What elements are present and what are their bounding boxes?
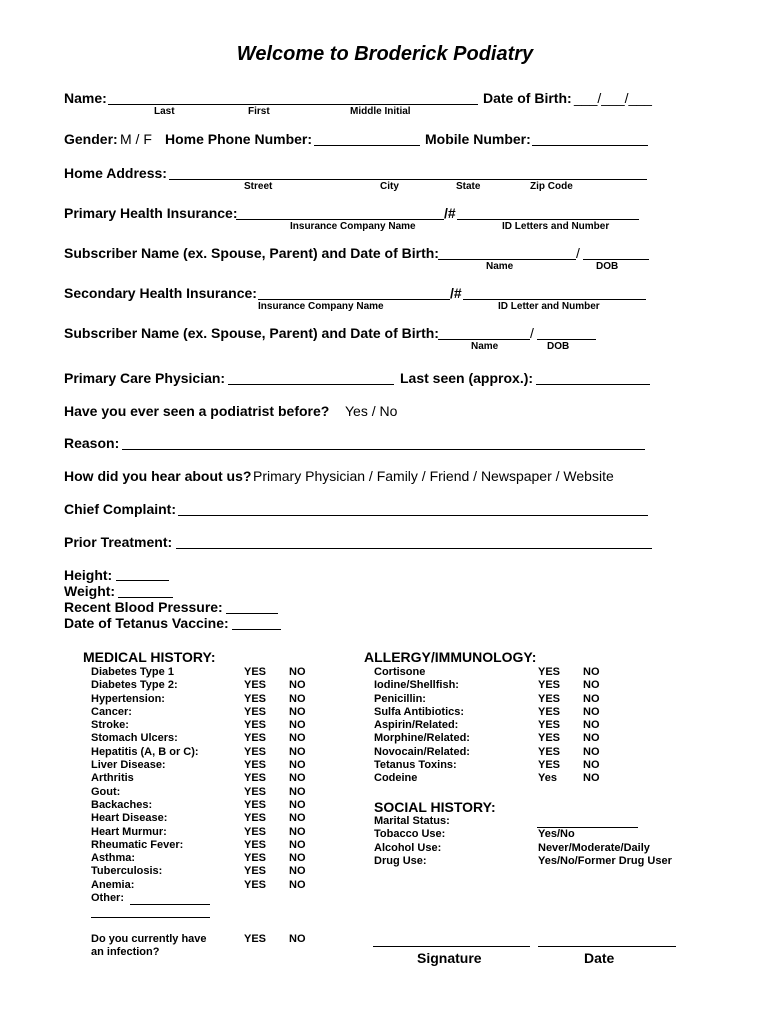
- allergy-item-yes[interactable]: YES: [538, 745, 561, 758]
- medical-history-item-no[interactable]: NO: [289, 865, 306, 878]
- medical-history-item-yes[interactable]: YES: [244, 732, 267, 745]
- medical-history-item-yes[interactable]: YES: [244, 692, 267, 705]
- medical-history-item-label: Tuberculosis:: [91, 865, 163, 878]
- social-history-item: [374, 828, 694, 841]
- medical-history-item: [91, 812, 331, 825]
- medical-history-item: [91, 666, 331, 679]
- subscriber2-name-field[interactable]: [438, 339, 530, 340]
- medical-history-item: [91, 719, 331, 732]
- reason-label: Reason:: [64, 435, 120, 451]
- allergy-list: [374, 666, 614, 786]
- allergy-item-label: Tetanus Toxins:: [374, 759, 457, 772]
- medical-history-item-label: Heart Murmur:: [91, 825, 167, 838]
- prior-treatment-field[interactable]: [176, 548, 652, 549]
- infection-question-2: an infection?: [91, 946, 160, 958]
- medical-history-item-no[interactable]: NO: [289, 666, 306, 678]
- subscriber1-sub-name: Name: [486, 261, 514, 272]
- subscriber2-dob-field[interactable]: [537, 339, 596, 340]
- medical-history-item-yes[interactable]: YES: [244, 852, 267, 865]
- social-history-item: [374, 855, 694, 868]
- allergy-item: [374, 759, 614, 772]
- medical-history-item-no[interactable]: NO: [289, 745, 306, 758]
- social-history-list: [374, 815, 694, 868]
- medical-history-item-yes[interactable]: YES: [244, 772, 267, 785]
- allergy-item-label: Penicillin:: [374, 692, 426, 705]
- marital-status-field[interactable]: [537, 827, 638, 828]
- social-history-item-label: Tobacco Use:: [374, 828, 446, 841]
- social-history-item-value[interactable]: Yes/No: [538, 828, 575, 841]
- home-phone-field[interactable]: [314, 145, 420, 146]
- allergy-item-label: Codeine: [374, 772, 418, 785]
- allergy-item-no[interactable]: NO: [583, 759, 600, 772]
- hear-options[interactable]: Primary Physician / Family / Friend / Newspaper / Website: [253, 468, 614, 484]
- name-sub-first: First: [248, 106, 270, 117]
- medical-history-item-no[interactable]: NO: [289, 852, 306, 865]
- medical-history-item-no[interactable]: NO: [289, 838, 306, 851]
- allergy-item-no[interactable]: NO: [583, 772, 600, 785]
- medical-history-item-label: Rheumatic Fever:: [91, 838, 184, 851]
- page-title: Welcome to Broderick Podiatry: [236, 43, 534, 65]
- secondary-insurance-company-field[interactable]: [258, 299, 450, 300]
- medical-history-item-label: Cancer:: [91, 705, 132, 718]
- medical-history-item-yes[interactable]: YES: [244, 825, 267, 838]
- allergy-item-no[interactable]: NO: [583, 719, 600, 732]
- medical-history-item: [91, 746, 331, 759]
- subscriber1-name-field[interactable]: [438, 259, 576, 260]
- podiatrist-label: Have you ever seen a podiatrist before?: [64, 403, 330, 419]
- allergy-item-no[interactable]: NO: [583, 679, 600, 692]
- allergy-item-yes[interactable]: YES: [538, 692, 561, 705]
- dob-label: Date of Birth:: [483, 90, 572, 106]
- allergy-item-label: Novocain/Related:: [374, 745, 470, 758]
- date-field[interactable]: [538, 946, 676, 947]
- medical-other-field-2[interactable]: [91, 917, 210, 918]
- reason-field[interactable]: [122, 449, 645, 450]
- social-history-heading: SOCIAL HISTORY:: [374, 799, 496, 815]
- allergy-item-no[interactable]: NO: [583, 666, 600, 678]
- medical-history-item-yes[interactable]: YES: [244, 838, 267, 851]
- allergy-item: [374, 772, 614, 785]
- allergy-item-no[interactable]: NO: [583, 692, 600, 705]
- medical-history-item-no[interactable]: NO: [289, 679, 306, 692]
- allergy-item-yes[interactable]: YES: [538, 679, 561, 692]
- mobile-label: Mobile Number:: [425, 131, 531, 147]
- medical-history-item: [91, 786, 331, 799]
- social-history-item: [374, 815, 694, 828]
- prior-treatment-label: Prior Treatment:: [64, 534, 173, 550]
- allergy-item: [374, 693, 614, 706]
- medical-history-item-label: Stomach Ulcers:: [91, 732, 178, 745]
- home-phone-label: Home Phone Number:: [165, 131, 313, 147]
- gender-label: Gender:: [64, 131, 118, 147]
- address-sub-zip: Zip Code: [530, 181, 573, 192]
- medical-history-item-label: Gout:: [91, 785, 121, 798]
- medical-history-item-no[interactable]: NO: [289, 719, 306, 732]
- medical-history-item-label: Backaches:: [91, 798, 153, 811]
- primary-insurance-company-field[interactable]: [236, 219, 444, 220]
- allergy-item-yes[interactable]: YES: [538, 759, 561, 772]
- height-field[interactable]: [116, 580, 169, 581]
- medical-history-item-no[interactable]: NO: [289, 705, 306, 718]
- name-sub-last: Last: [154, 106, 175, 117]
- address-label: Home Address:: [64, 165, 167, 181]
- medical-history-item-label: Diabetes Type 1: [91, 666, 174, 678]
- primary-insurance-sub-company: Insurance Company Name: [290, 221, 416, 232]
- allergy-item-label: Morphine/Related:: [374, 732, 470, 745]
- medical-history-item-yes[interactable]: YES: [244, 812, 267, 825]
- subscriber2-slash: /: [530, 325, 534, 341]
- allergy-item: [374, 679, 614, 692]
- signature-label: Signature: [417, 950, 482, 966]
- medical-history-item-no[interactable]: NO: [289, 759, 306, 772]
- medical-history-item-no[interactable]: NO: [289, 825, 306, 838]
- medical-history-item-yes[interactable]: YES: [244, 745, 267, 758]
- subscriber1-slash: /: [576, 245, 580, 261]
- subscriber2-label: Subscriber Name (ex. Spouse, Parent) and Date of Birth:: [64, 325, 439, 341]
- primary-insurance-id-field[interactable]: [457, 219, 639, 220]
- allergy-item: [374, 719, 614, 732]
- last-seen-field[interactable]: [536, 384, 650, 385]
- medical-history-item: [91, 799, 331, 812]
- allergy-item: [374, 732, 614, 745]
- medical-history-item-label: Heart Disease:: [91, 812, 168, 825]
- medical-history-item: [91, 879, 331, 892]
- pcp-field[interactable]: [228, 384, 394, 385]
- medical-history-item: [91, 826, 331, 839]
- subscriber2-sub-dob: DOB: [547, 341, 570, 352]
- medical-history-item-label: Liver Disease:: [91, 759, 166, 772]
- primary-insurance-hash: /#: [444, 205, 456, 221]
- date-label: Date: [584, 950, 615, 966]
- medical-history-item-yes[interactable]: YES: [244, 865, 267, 878]
- medical-history-item-no[interactable]: NO: [289, 878, 306, 891]
- medical-history-item-label: Asthma:: [91, 852, 136, 865]
- bp-field[interactable]: [226, 613, 278, 614]
- medical-history-list: [91, 666, 331, 892]
- social-history-item-value[interactable]: Yes/No/Former Drug User: [538, 854, 672, 867]
- subscriber1-label: Subscriber Name (ex. Spouse, Parent) and Date of Birth:: [64, 245, 439, 261]
- tetanus-field[interactable]: [232, 629, 281, 630]
- medical-other-label: Other:: [91, 892, 124, 904]
- allergy-item-yes[interactable]: YES: [538, 719, 561, 732]
- medical-history-item-yes[interactable]: YES: [244, 705, 267, 718]
- allergy-item-label: Cortisone: [374, 666, 426, 678]
- medical-history-item-label: Anemia:: [91, 878, 135, 891]
- primary-insurance-label: Primary Health Insurance:: [64, 205, 238, 221]
- allergy-item-no[interactable]: NO: [583, 732, 600, 745]
- social-history-item-label: Marital Status:: [374, 815, 450, 827]
- medical-history-item: [91, 865, 331, 878]
- allergy-item-yes[interactable]: YES: [538, 705, 561, 718]
- medical-history-item-no[interactable]: NO: [289, 772, 306, 785]
- medical-history-item-label: Arthritis: [91, 772, 134, 785]
- medical-history-item-label: Hepatitis (A, B or C):: [91, 745, 199, 758]
- signature-field[interactable]: [373, 946, 530, 947]
- medical-other-field[interactable]: [130, 904, 210, 905]
- social-history-item-label: Alcohol Use:: [374, 841, 442, 854]
- medical-history-item: [91, 772, 331, 785]
- allergy-item-yes[interactable]: YES: [538, 666, 561, 678]
- social-history-item-label: Drug Use:: [374, 854, 427, 867]
- medical-history-item-no[interactable]: NO: [289, 692, 306, 705]
- secondary-insurance-sub-company: Insurance Company Name: [258, 301, 384, 312]
- medical-history-item-yes[interactable]: YES: [244, 666, 267, 678]
- address-sub-state: State: [456, 181, 481, 192]
- dob-field[interactable]: ___/___/___: [574, 90, 652, 106]
- address-sub-city: City: [380, 181, 399, 192]
- social-history-item: [374, 842, 694, 855]
- medical-history-item-label: Diabetes Type 2:: [91, 679, 178, 692]
- medical-history-item-label: Stroke:: [91, 719, 129, 732]
- pcp-label: Primary Care Physician:: [64, 370, 226, 386]
- medical-history-item: [91, 759, 331, 772]
- mobile-field[interactable]: [532, 145, 648, 146]
- medical-history-item-no[interactable]: NO: [289, 732, 306, 745]
- tetanus-label: Date of Tetanus Vaccine:: [64, 615, 229, 631]
- medical-history-item-yes[interactable]: YES: [244, 878, 267, 891]
- weight-field[interactable]: [118, 597, 173, 598]
- medical-history-item-yes[interactable]: YES: [244, 785, 267, 798]
- infection-no[interactable]: NO: [289, 933, 306, 945]
- hear-label: How did you hear about us?: [64, 468, 252, 484]
- allergy-item-label: Sulfa Antibiotics:: [374, 705, 465, 718]
- allergy-item-no[interactable]: NO: [583, 745, 600, 758]
- secondary-insurance-sub-id: ID Letter and Number: [498, 301, 600, 312]
- name-label: Name:: [64, 90, 107, 106]
- subscriber2-sub-name: Name: [471, 341, 499, 352]
- medical-history-item-no[interactable]: NO: [289, 812, 306, 825]
- allergy-item-label: Aspirin/Related:: [374, 719, 459, 732]
- allergy-item: [374, 706, 614, 719]
- allergy-item-yes[interactable]: Yes: [538, 772, 557, 785]
- allergy-heading: ALLERGY/IMMUNOLOGY:: [364, 649, 537, 665]
- medical-history-item: [91, 839, 331, 852]
- chief-complaint-label: Chief Complaint:: [64, 501, 176, 517]
- allergy-item: [374, 746, 614, 759]
- medical-history-item: [91, 693, 331, 706]
- allergy-item-yes[interactable]: YES: [538, 732, 561, 745]
- bp-label: Recent Blood Pressure:: [64, 599, 223, 615]
- medical-history-item: [91, 706, 331, 719]
- secondary-insurance-label: Secondary Health Insurance:: [64, 285, 257, 301]
- allergy-item-no[interactable]: NO: [583, 705, 600, 718]
- allergy-item-label: Iodine/Shellfish:: [374, 679, 459, 692]
- medical-history-item-yes[interactable]: YES: [244, 679, 267, 692]
- medical-history-item: [91, 852, 331, 865]
- social-history-item-value[interactable]: Never/Moderate/Daily: [538, 841, 650, 854]
- podiatrist-options[interactable]: Yes / No: [345, 403, 398, 419]
- medical-history-item-no[interactable]: NO: [289, 798, 306, 811]
- medical-history-item-yes[interactable]: YES: [244, 719, 267, 732]
- subscriber1-dob-field[interactable]: [583, 259, 649, 260]
- address-sub-street: Street: [244, 181, 273, 192]
- medical-history-item-yes[interactable]: YES: [244, 798, 267, 811]
- medical-history-item: [91, 679, 331, 692]
- last-seen-label: Last seen (approx.):: [400, 370, 534, 386]
- gender-options[interactable]: M / F: [120, 131, 152, 147]
- height-label: Height:: [64, 567, 113, 583]
- secondary-insurance-id-field[interactable]: [463, 299, 646, 300]
- medical-history-item: [91, 732, 331, 745]
- name-field[interactable]: [108, 104, 478, 105]
- medical-history-item-label: Hypertension:: [91, 692, 165, 705]
- medical-history-item-yes[interactable]: YES: [244, 759, 267, 772]
- allergy-item: [374, 666, 614, 679]
- subscriber1-sub-dob: DOB: [596, 261, 619, 272]
- medical-history-heading: MEDICAL HISTORY:: [83, 649, 216, 665]
- primary-insurance-sub-id: ID Letters and Number: [502, 221, 610, 232]
- secondary-insurance-hash: /#: [450, 285, 462, 301]
- medical-history-item-no[interactable]: NO: [289, 785, 306, 798]
- weight-label: Weight:: [64, 583, 116, 599]
- infection-question-1: Do you currently have: [91, 933, 207, 945]
- address-field[interactable]: [169, 179, 647, 180]
- name-sub-middle: Middle Initial: [350, 106, 411, 117]
- chief-complaint-field[interactable]: [178, 515, 648, 516]
- infection-yes[interactable]: YES: [244, 933, 267, 945]
